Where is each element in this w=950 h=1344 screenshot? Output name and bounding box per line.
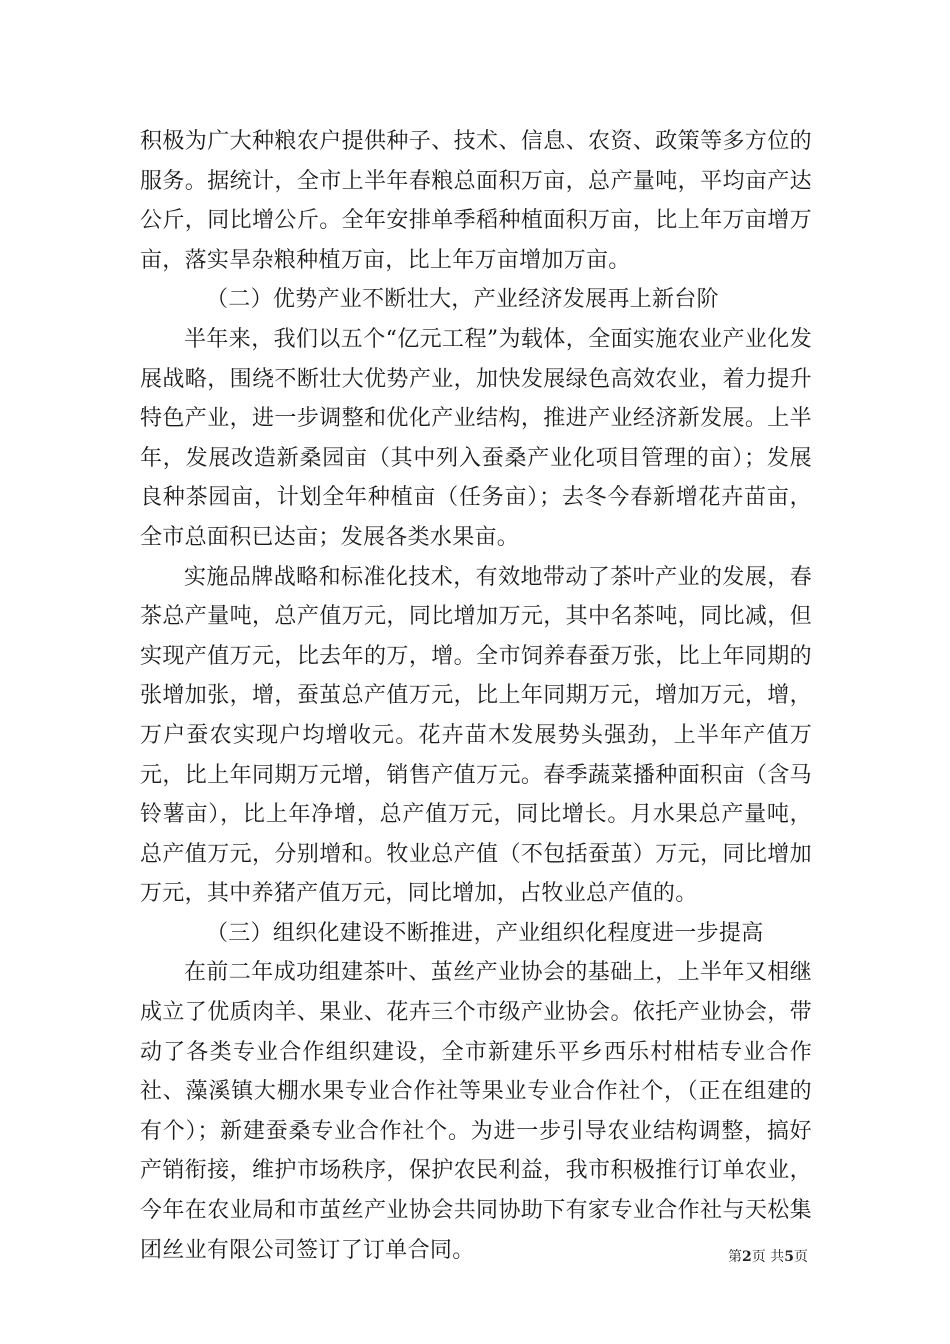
section-heading-2: （二）优势产业不断壮大，产业经济发展再上新台阶 [206, 287, 719, 313]
paragraph-3: 实施品牌战略和标准化技术，有效地带动了茶叶产业的发展，春茶总产量吨，总产值万元，同比增加万元，其中名茶吨，同比减，但实现产值万元，比去年的万，增。全市饲养春蚕万张，比上年同期的张增加张，增，蚕茧总产值万元，比上年同期万元，增加万元，增，万户蚕农实现户均增收元。花卉苗木发展势头强劲，上半年产值万元，比上年同期万元增，销售产值万元。春季蔬菜播种面积亩（含马铃薯亩），比上年净增，总产值万元，同比增长。月水果总产量吨，总产值万元，分别增和。牧业总产值（不包括蚕茧）万元，同比增加万元，其中养猪产值万元，同比增加，占牧业总产值的。 [140, 564, 812, 907]
section-heading-3: （三）组织化建设不断推进，产业组织化程度进一步提高 [206, 920, 764, 946]
footer-prefix: 第 [728, 1249, 743, 1265]
paragraph-2: 半年来，我们以五个“亿元工程”为载体，全面实施农业产业化发展战略，围绕不断壮大优势产业，加快发展绿色高效农业，着力提升特色产业，进一步调整和优化产业结构，推进产业经济新发展。上半年，发展改造新桑园亩（其中列入蚕桑产业化项目管理的亩）；发展良种茶园亩，计划全年种植亩（任务亩）；去冬今春新增花卉苗亩，全市总面积已达亩；发展各类水果亩。 [140, 326, 812, 550]
footer-suffix: 页 [794, 1249, 808, 1265]
page-footer [728, 1246, 808, 1266]
paragraph-1: 积极为广大种粮农户提供种子、技术、信息、农资、政策等多方位的服务。据统计，全市上半年春粮总面积万亩，总产量吨，平均亩产达公斤，同比增公斤。全年安排单季稻种植面积万亩，比上年万亩增万亩，落实旱杂粮种植万亩，比上年万亩增加万亩。 [140, 129, 812, 273]
paragraph-4: 在前二年成功组建茶叶、茧丝产业协会的基础上，上半年又相继成立了优质肉羊、果业、花卉三个市级产业协会。依托产业协会，带动了各类专业合作组织建设，全市新建乐平乡西乐村柑桔专业合作社、藻溪镇大棚水果专业合作社等果业专业合作社个，（正在组建的有个）；新建蚕桑专业合作社个。为进一步引导农业结构调整，搞好产销衔接，维护市场秩序，保护农民利益，我市积极推行订单农业，今年在农业局和市茧丝产业协会共同协助下有家专业合作社与天松集团丝业有限公司签订了订单合同。 [140, 960, 812, 1263]
footer-page-number: 2 [742, 1249, 752, 1265]
footer-middle: 页 共 [751, 1249, 785, 1265]
footer-total-pages: 5 [784, 1249, 794, 1265]
body-text [140, 122, 812, 1270]
